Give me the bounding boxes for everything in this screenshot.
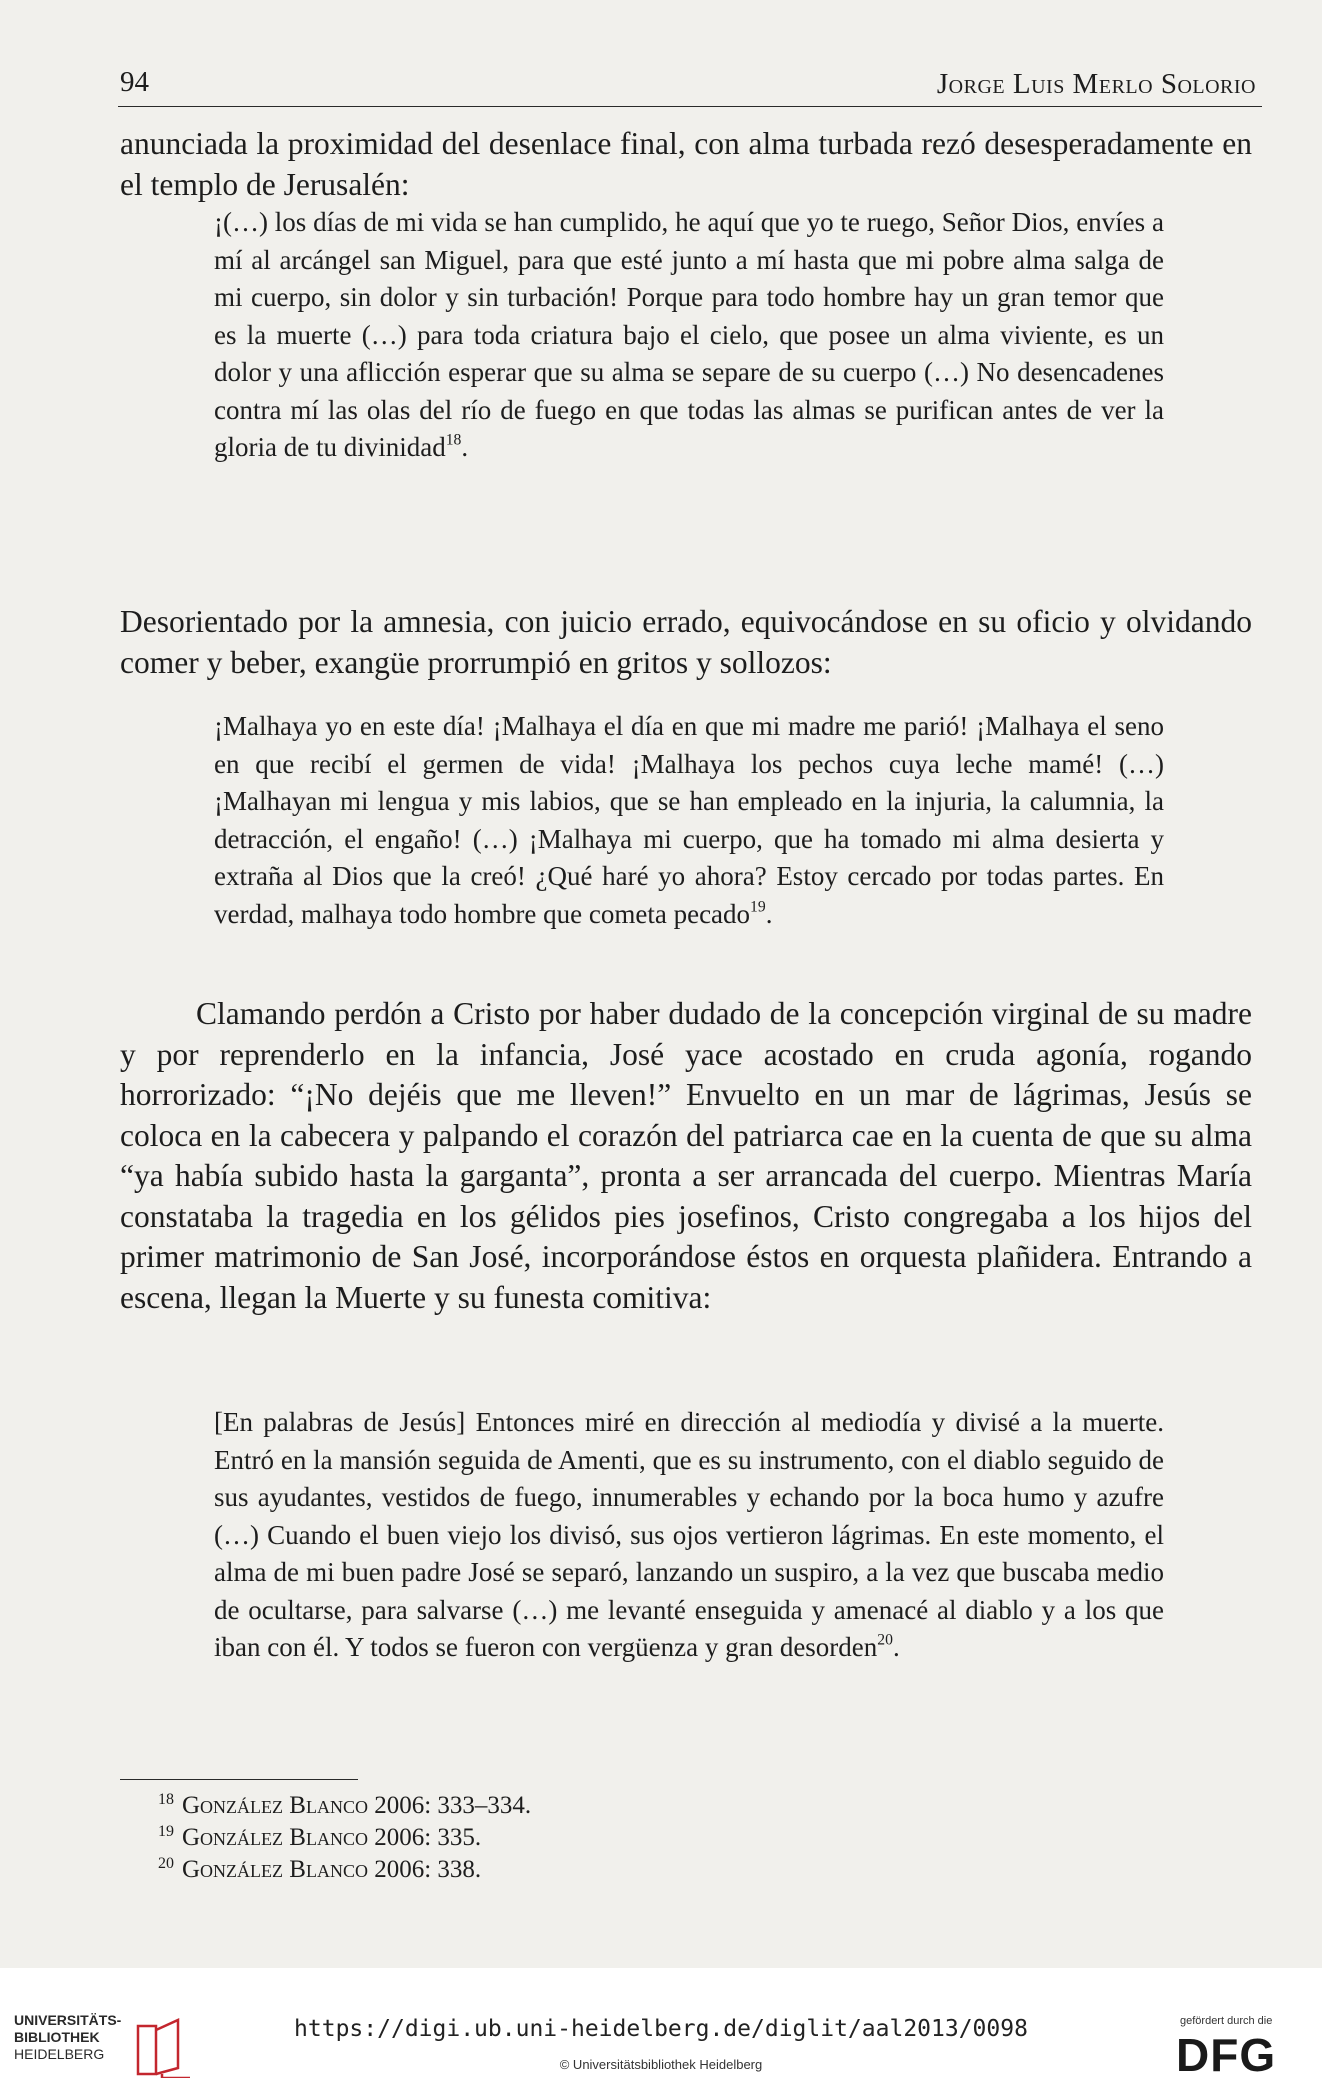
- footnote-ref-text: 2006: 335.: [374, 1824, 482, 1851]
- block-quote-2: [214, 708, 1164, 933]
- footnote: [152, 1822, 531, 1854]
- running-head: [118, 62, 1262, 107]
- footnote-number: 18: [158, 1791, 174, 1808]
- body-paragraph-1: [120, 124, 1252, 205]
- body-paragraph-2: [120, 602, 1252, 683]
- quote-text: [En palabras de Jesús] Entonces miré en dirección al mediodía y divisé a la muerte. Entró en la mansión seguida de Amenti, que es su instrumento, con el diablo seguido de sus ayudantes, vestidos de fuego, innumerables y echando por la boca humo y azufre (…) Cuando el buen viejo los divisó, sus ojos vertieron lágrimas. En este momento, el alma de mi buen padre José se separó, lanzando un suspiro, a la vez que buscaba medio de ocultarse, para salvarse (…) me levanté enseguida y amenacé al diablo y a los que iban con él. Y todos se fueron con vergüenza y gran desorden$^{20}$.: [214, 1407, 1164, 1662]
- quote-body: ¡(…) los días de mi vida se han cumplido, he aquí que yo te ruego, Señor Dios, envíes a mí al arcángel san Miguel, para que esté junto a mí hasta que mi pobre alma salga de mi cuerpo, sin dolor y sin turbación! Porque para todo hombre hay un gran temor que es la muerte (…) para toda criatura bajo el cielo, que posee un alma viviente, es un dolor y una aflicción esperar que su alma se separe de su cuerpo (…) No desencadenes contra mí las olas del río de fuego en que todas las almas se purifican antes de ver la gloria de tu divinidad: [214, 207, 1164, 462]
- footnote-ref-text: 2006: 338.: [374, 1856, 482, 1883]
- footnote-ref: 18: [445, 431, 462, 449]
- footnote-author: González Blanco: [182, 1856, 368, 1883]
- footnote-author: González Blanco: [182, 1824, 368, 1851]
- funding-note: gefördert durch die: [1180, 2015, 1273, 2027]
- footnote: [152, 1790, 531, 1822]
- block-quote-1: [214, 204, 1164, 467]
- footnotes: [152, 1790, 531, 1886]
- footnote: [152, 1854, 531, 1886]
- footnote-ref-text: 2006: 333–334.: [374, 1792, 532, 1819]
- footnote-rule: [120, 1779, 358, 1780]
- footnote-number: 19: [158, 1823, 174, 1840]
- paragraph-text: Desorientado por la amnesia, con juicio errado, equivocándose en su oficio y olvidando comer y beber, exangüe prorrumpió en gritos y sollozos:: [120, 604, 1252, 680]
- paragraph-text: anunciada la proximidad del desenlace final, con alma turbada rezó desesperadamente en el templo de Jerusalén:: [120, 126, 1252, 202]
- body-paragraph-3: [120, 994, 1252, 1318]
- footnote-ref: 20: [877, 1631, 893, 1649]
- copyright-notice: © Universitätsbibliothek Heidelberg: [559, 2057, 763, 2072]
- footnote-ref: 19: [750, 897, 766, 915]
- quote-body: [En palabras de Jesús] Entonces miré en dirección al mediodía y divisé a la muerte. Entró en la mansión seguida de Amenti, que es su instrumento, con el diablo seguido de sus ayudantes, vestidos de fuego, innumerables y echando por la boca humo y azufre (…) Cuando el buen viejo los divisó, sus ojos vertieron lágrimas. En este momento, el alma de mi buen padre José se separó, lanzando un suspiro, a la vez que buscaba medio de ocultarse, para salvarse (…) me levanté enseguida y amenacé al diablo y a los que iban con él. Y todos se fueron con vergüenza y gran desorden: [214, 1407, 1164, 1662]
- paragraph-text: Clamando perdón a Cristo por haber dudado de la concepción virginal de su madre y por reprenderlo en la infancia, José yace acostado en cruda agonía, rogando horrorizado: “¡No dejéis que me lleven!” Envuelto en un mar de lágrimas, Jesús se coloca en la cabecera y palpando el corazón del patriarca cae en la cuenta de que su alma “ya había subido hasta la garganta”, pronta a ser arrancada del cuerpo. Mientras María constataba la tragedia en los gélidos pies josefinos, Cristo congregaba a los hijos del primer matrimonio de San José, incorporándose éstos en orquesta plañidera. Entrando a escena, llegan la Muerte y su funesta comitiva:: [120, 996, 1252, 1315]
- library-name-line: UNIVERSITÄTS-: [14, 2012, 122, 2028]
- footnote-number: 20: [158, 1855, 174, 1872]
- dfg-logo[interactable]: DFG: [1176, 2029, 1277, 2081]
- block-quote-3: [214, 1404, 1164, 1667]
- quote-text: ¡Malhaya yo en este día! ¡Malhaya el día en que mi madre me parió! ¡Malhaya el seno en que recibí el germen de vida! ¡Malhaya los pechos cuya leche mamé! (…) ¡Malhayan mi lengua y mis labios, que se han empleado en la injuria, la calumnia, la detracción, el engaño! (…) ¡Malhaya mi cuerpo, que ha tomado mi alma desierta y extraña al Dios que la creó! ¿Qué haré yo ahora? Estoy cercado por todas partes. En verdad, malhaya todo hombre que cometa pecado$^{19}$.: [214, 711, 1164, 929]
- running-head-author: Jorge Luis Merlo Solorio: [936, 68, 1256, 100]
- library-name-line: BIBLIOTHEK: [14, 2029, 100, 2045]
- quote-body: ¡Malhaya yo en este día! ¡Malhaya el día en que mi madre me parió! ¡Malhaya el seno en que recibí el germen de vida! ¡Malhaya los pechos cuya leche mamé! (…) ¡Malhayan mi lengua y mis labios, que se han empleado en la injuria, la calumnia, la detracción, el engaño! (…) ¡Malhaya mi cuerpo, que ha tomado mi alma desierta y extraña al Dios que la creó! ¿Qué haré yo ahora? Estoy cercado por todas partes. En verdad, malhaya todo hombre que cometa pecado: [214, 711, 1164, 929]
- library-name-line: HEIDELBERG: [14, 2046, 105, 2062]
- page-number: 94: [120, 66, 149, 98]
- footnote-author: González Blanco: [182, 1792, 368, 1819]
- permalink[interactable]: https://digi.ub.uni-heidelberg.de/diglit/aal2013/0098: [294, 2016, 1028, 2042]
- quote-text: ¡(…) los días de mi vida se han cumplido, he aquí que yo te ruego, Señor Dios, envíes a mí al arcángel san Miguel, para que esté junto a mí hasta que mi pobre alma salga de mi cuerpo, sin dolor y sin turbación! Porque para todo hombre hay un gran temor que es la muerte (…) para toda criatura bajo el cielo, que posee un alma viviente, es un dolor y una aflicción esperar que su alma se separe de su cuerpo (…) No desencadenes contra mí las olas del río de fuego en que todas las almas se purifican antes de ver la gloria de tu divinidad$^{18}$.: [214, 207, 1164, 462]
